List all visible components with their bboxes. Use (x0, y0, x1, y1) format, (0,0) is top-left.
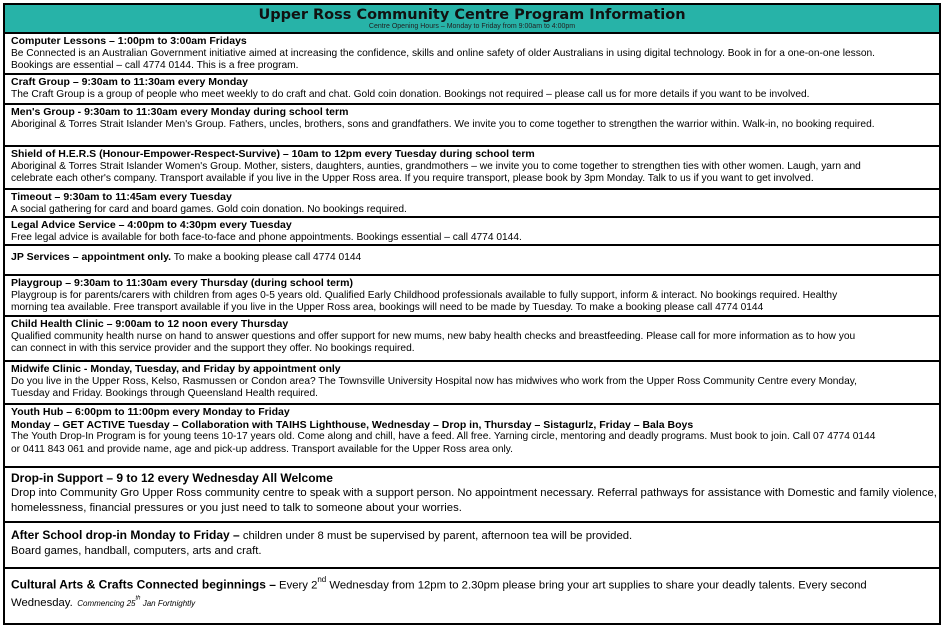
program-weekly-schedule: Monday – GET ACTIVE Tuesday – Collaboration with TAIHS Lighthouse, Wednesday – Drop in, Thursday – Sistagurlz, Friday – Bala Boys (11, 418, 694, 431)
program-heading: Youth Hub – 6:00pm to 11:00pm every Monday to Friday (11, 406, 290, 418)
program-heading-detail: children under 8 must be supervised by parent, afternoon tea will be provided. (239, 530, 633, 542)
program-description: Aboriginal & Torres Strait Islander Women's Group. Mother, sisters, daughters, aunties, grandmothers – we invite you to come together to strengthen ties with other women. Laugh, yarn and (11, 160, 861, 172)
program-description: celebrate each other's company. Transport available if you live in the Upper Ross area. If you require transport, please book by 3pm Monday. Talk to us if you want to get involved. (11, 173, 814, 184)
program-heading-detail: Wednesday from 12pm to 2.30pm please bring your art supplies to share your deadly talents. Every second (326, 579, 867, 592)
header-banner (5, 5, 939, 34)
program-description: Do you live in the Upper Ross, Kelso, Rasmussen or Condon area? The Townsville University Hospital now has midwives who work from the Upper Ross Community Centre every Monday, (11, 375, 857, 387)
program-description: morning tea available. Free transport available if you live in the Upper Ross area, bookings will need to be made by Tuesday. To make a booking please call 4774 0144 (11, 302, 764, 313)
program-note: Commencing 25 (77, 599, 136, 609)
program-heading: Men's Group - 9:30am to 11:30am every Monday during school term (11, 106, 349, 118)
program-computer-lessons (5, 34, 939, 75)
program-child-health-clinic (5, 317, 939, 362)
program-info-sheet (3, 3, 941, 625)
program-description: Be Connected is an Australian Government initiative aimed at increasing the confidence, skills and online safety of older Australians in using digital technology. Book in for a one-on-one lesson. (11, 47, 875, 59)
program-timeout (5, 190, 939, 218)
program-description: Board games, handball, computers, arts and craft. (11, 545, 262, 557)
program-description: Tuesday and Friday. Bookings through Queensland Health required. (11, 388, 318, 399)
program-shield-of-hers (5, 147, 939, 190)
program-description: Drop into Community Gro Upper Ross community centre to speak with a support person. No appointment necessary. Referral pathways for assistance with Domestic and family violence, (11, 487, 937, 499)
program-heading: Craft Group – 9:30am to 11:30am every Monday (11, 76, 248, 88)
program-heading: JP Services – appointment only. (11, 251, 172, 263)
program-description: To make a booking please call 4774 0144 (171, 252, 362, 263)
program-heading: Shield of H.E.R.S (Honour-Empower-Respect-Survive) – 10am to 12pm every Tuesday during school term (11, 148, 535, 160)
program-description: Playgroup is for parents/carers with children from ages 0-5 years old. Qualified Early Childhood professionals available to fully support, inform & interact. No bookings required. Healthy (11, 289, 838, 301)
program-description: Free legal advice is available for both face-to-face and phone appointments. Bookings essential – call 4774 0144. (11, 231, 522, 243)
program-description: homelessness, financial pressures or you just need to talk to someone about your worries. (11, 502, 462, 514)
opening-hours: Centre Opening Hours – Monday to Friday from 9:00am to 4:00pm (368, 23, 576, 30)
program-heading: Child Health Clinic – 9:00am to 12 noon every Thursday (11, 318, 289, 330)
program-jp-services (5, 246, 939, 276)
program-description: Aboriginal & Torres Strait Islander Men's Group. Fathers, uncles, brothers, sons and grandfathers. We invite you to come together to strengthen the warrior within. Walk-in, no booking required. (11, 118, 875, 130)
program-description: or 0411 843 061 and provide name, age and pick-up address. Transport available for the Upper Ross area only. (11, 443, 513, 455)
program-playgroup (5, 276, 939, 317)
program-description: The Craft Group is a group of people who meet weekly to do craft and chat. Gold coin donation. Bookings not required – please call us for more details if you want to be involved. (11, 88, 810, 100)
program-heading: Legal Advice Service – 4:00pm to 4:30pm every Tuesday (11, 219, 292, 231)
program-youth-hub (5, 405, 939, 468)
program-description: The Youth Drop-In Program is for young teens 10-17 years old. Come along and chill, have a feed. All free. Yarning circle, mentoring and deadly programs. Must book to join. Call 07 4774 0144 (11, 431, 876, 442)
ordinal-suffix: nd (317, 575, 327, 584)
program-midwife-clinic (5, 362, 939, 405)
program-heading: Midwife Clinic - Monday, Tuesday, and Friday by appointment only (11, 363, 341, 375)
ordinal-suffix: th (135, 596, 141, 602)
program-heading: Timeout – 9:30am to 11:45am every Tuesday (11, 191, 232, 203)
program-description: Qualified community health nurse on hand to answer questions and offer support for new mums, new baby health checks and breastfeeding. Please call for more information as to how you (11, 330, 856, 342)
program-heading-detail: Every 2 (275, 579, 318, 592)
program-cultural-arts (5, 569, 939, 611)
page-title: Upper Ross Community Centre Program Information (258, 7, 686, 23)
program-heading: Cultural Arts & Crafts Connected beginnings – (11, 577, 276, 592)
program-heading: After School drop-in Monday to Friday – (11, 528, 240, 542)
program-craft-group (5, 75, 939, 105)
program-description: Bookings are essential – call 4774 0144. This is a free program. (11, 60, 299, 71)
program-description: Wednesday. (11, 597, 73, 610)
program-after-school (5, 523, 939, 569)
program-heading: Computer Lessons – 1:00pm to 3:00am Fridays (11, 35, 247, 47)
program-description: can connect in with this service provider and the support they offer. No bookings required. (11, 343, 415, 354)
program-legal-advice (5, 218, 939, 246)
program-description: A social gathering for card and board games. Gold coin donation. No bookings required. (11, 203, 407, 215)
program-heading: Drop-in Support – 9 to 12 every Wednesday All Welcome (11, 471, 333, 485)
program-note: Jan Fortnightly (140, 599, 196, 609)
program-drop-in-support (5, 468, 939, 523)
program-mens-group (5, 105, 939, 147)
program-heading: Playgroup – 9:30am to 11:30am every Thursday (during school term) (11, 277, 353, 289)
